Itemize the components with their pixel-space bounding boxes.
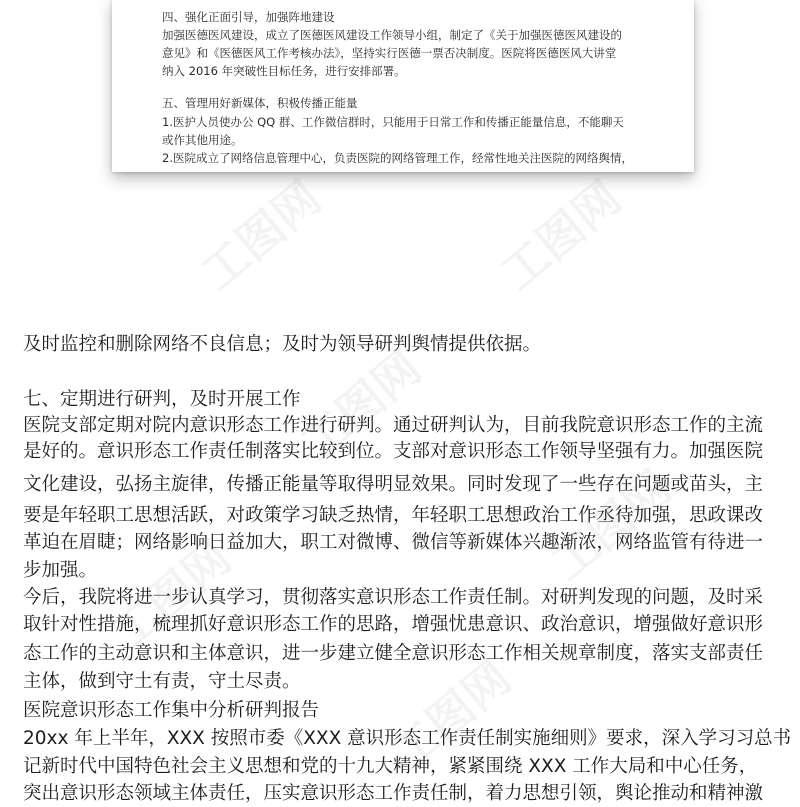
watermark: 工图网 (290, 340, 432, 471)
body-text-line: 取针对性措施，梳理抓好意识形态工作的思路，增强忧患意识、政治意识，增强做好意识形 (23, 614, 764, 635)
preview-text-line: 或作其他用途。 (162, 133, 243, 147)
preview-text-line: 1.医护人员使办公 QQ 群、工作微信群时，只能用于日常工作和传播正能量信息，不能聊天 (162, 115, 624, 129)
section-heading: 五、管理用好新媒体，积极传播正能量 (162, 96, 358, 110)
body-text-line: 是好的。意识形态工作责任制落实比较到位。支部对意识形态工作领导坚强有力。加强医院 (23, 441, 764, 462)
body-text-line: 及时监控和删除网络不良信息；及时为领导研判舆情提供依据。 (23, 334, 542, 355)
section-heading: 四、强化正面引导，加强阵地建设 (162, 10, 335, 24)
preview-text-line: 纳入 2016 年突破性目标任务，进行安排部署。 (162, 64, 406, 78)
watermark: 工图网 (190, 170, 332, 301)
report-title: 医院意识形态工作集中分析研判报告 (23, 700, 320, 721)
preview-text-line: 加强医德医风建设，成立了医德医风建设工作领导小组，制定了《关于加强医德医风建设的 (162, 28, 622, 42)
watermark: 工图网 (540, 460, 682, 591)
body-text-line: 主体，做到守土有责，守土尽责。 (23, 671, 301, 692)
section-heading: 七、定期进行研判，及时开展工作 (23, 389, 301, 410)
body-text-line: 记新时代中国特色社会主义思想和党的十九大精神，紧紧围绕 XXX 工作大局和中心任务， (23, 756, 758, 777)
preview-text-line: 2.医院成立了网络信息管理中心，负责医院的网络管理工作，经常性地关注医院的网络舆情， (162, 151, 633, 165)
body-text-line: 突出意识形态领域主体责任，压实意识形态工作责任制，着力思想引领，舆论推动和精神激 (23, 783, 764, 804)
watermark: 工图网 (490, 170, 632, 301)
body-text-line: 革迫在眉睫；网络影响日益加大，职工对微博、微信等新媒体兴趣渐浓，网络监管有待进一 (23, 532, 764, 553)
body-text-line: 文化建设，弘扬主旋律，传播正能量等取得明显效果。同时发现了一些存在问题或苗头，主 (23, 474, 764, 495)
body-text-line: 今后，我院将进一步认真学习，贯彻落实意识形态工作责任制。对研判发现的问题，及时采 (23, 587, 764, 608)
body-text-line: 医院支部定期对院内意识形态工作进行研判。通过研判认为，目前我院意识形态工作的主流 (23, 415, 764, 436)
body-text-line: 步加强。 (23, 560, 98, 581)
body-text-line: 20xx 年上半年，XXX 按照市委《XXX 意识形态工作责任制实施细则》要求，深入学习习总书 (23, 728, 792, 749)
page-preview-card (112, 0, 694, 172)
preview-text-line: 意见》和《医德医风工作考核办法》，坚持实行医德一票否决制度。医院将医德医风大讲堂 (162, 46, 617, 60)
body-text-line: 要是年轻职工思想活跃，对政策学习缺乏热情，年轻职工思想政治工作丞待加强，思政课改 (23, 505, 764, 526)
watermark: 工图网 (380, 650, 522, 781)
watermark: 工图网 (100, 530, 242, 661)
body-text-line: 态工作的主动意识和主体意识，进一步建立健全意识形态工作相关规章制度，落实支部责任 (23, 643, 764, 664)
